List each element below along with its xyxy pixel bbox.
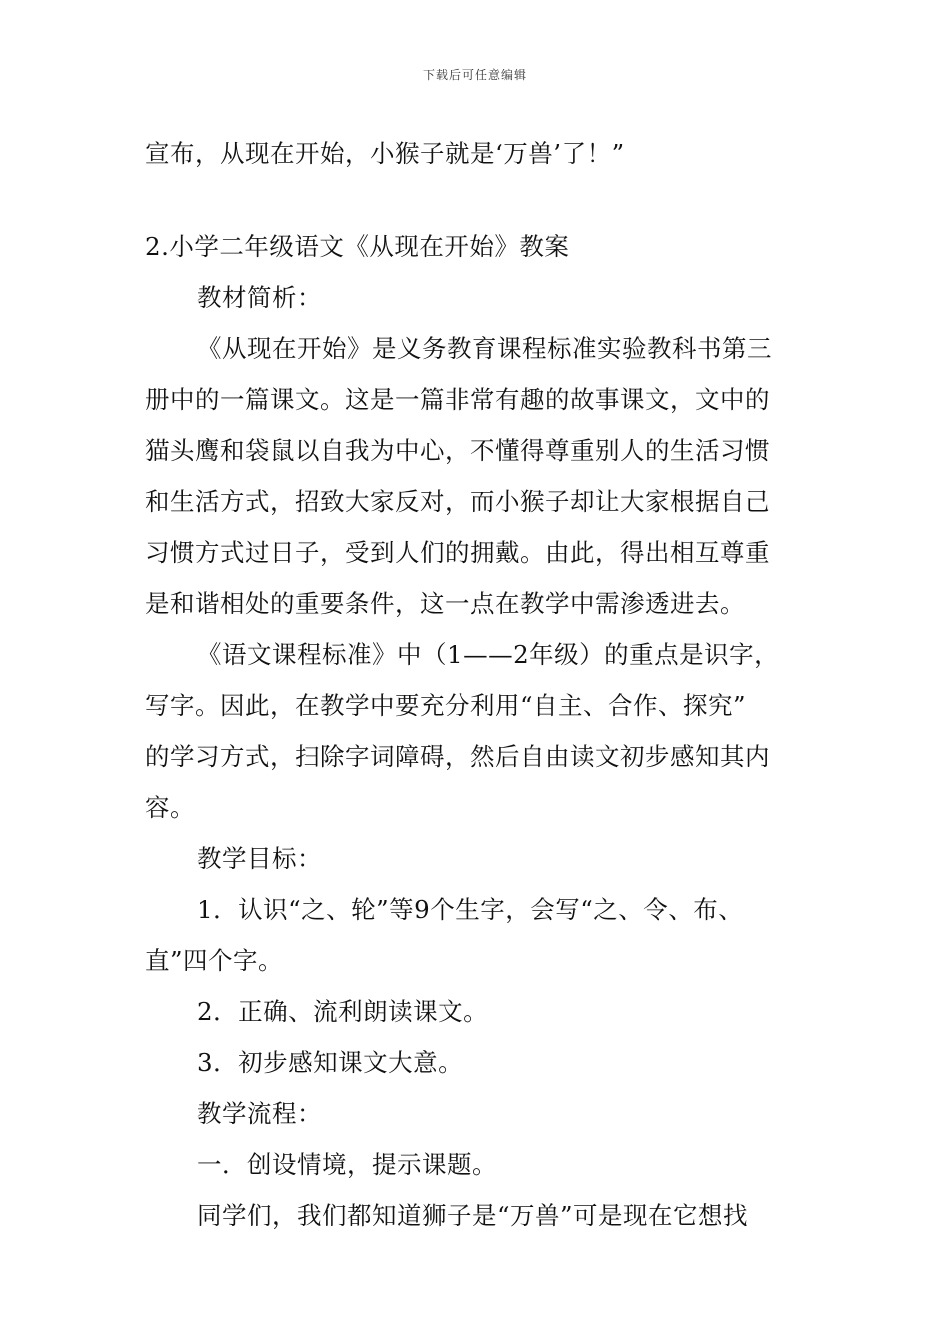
paragraph-line: 的学习方式，扫除字词障碍，然后自由读文初步感知其内 [145,742,770,771]
analysis-paragraph-2 [145,629,813,833]
document-body [145,128,813,1241]
paragraph-line: 《从现在开始》是义务教育课程标准实验教科书第三 [197,334,772,363]
process-step-1: 一．创设情境，提示课题。 [197,1150,497,1179]
paragraph-line: 和生活方式，招致大家反对，而小猴子却让大家根据自己 [145,487,770,516]
paragraph-line: 册中的一篇课文。这是一篇非常有趣的故事课文，文中的 [145,385,770,414]
goal-item-3: 3．初步感知课文大意。 [197,1048,464,1077]
lesson-heading: 2.小学二年级语文《从现在开始》教案 [145,232,570,261]
paragraph-line: 写字。因此，在教学中要充分利用“自主、合作、探究” [145,691,747,720]
process-step-1-text: 同学们，我们都知道狮子是“万兽”可是现在它想找 [197,1201,749,1230]
section-analysis-title: 教材简析： [197,283,322,312]
goal-item-1 [145,884,813,986]
lead-line: 宣布，从现在开始，小猴子就是‘万兽’了！” [145,139,625,168]
goal-line: 直”四个字。 [145,946,284,975]
section-goals-title: 教学目标： [197,844,322,873]
goal-line: 1．认识“之、轮”等9个生字，会写“之、令、布、 [197,895,744,924]
paragraph-line: 是和谐相处的重要条件，这一点在教学中需渗透进去。 [145,589,745,618]
paragraph-line: 习惯方式过日子，受到人们的拥戴。由此，得出相互尊重 [145,538,770,567]
analysis-paragraph-1 [145,323,813,629]
paragraph-line: 容。 [145,793,195,822]
paragraph-line: 猫头鹰和袋鼠以自我为中心，不懂得尊重别人的生活习惯 [145,436,770,465]
page-header-note: 下载后可任意编辑 [422,68,527,82]
paragraph-line: 《语文课程标准》中（1——2年级）的重点是识字， [197,640,780,669]
goal-item-2: 2．正确、流利朗读课文。 [197,997,489,1026]
section-process-title: 教学流程： [197,1099,322,1128]
